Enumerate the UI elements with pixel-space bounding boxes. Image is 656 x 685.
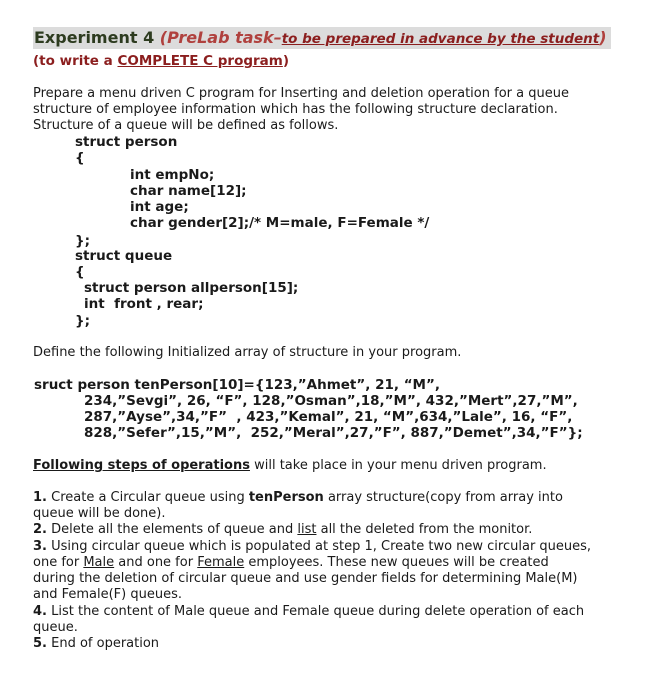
step-underlined-term: Male bbox=[83, 555, 115, 570]
array-line: 828,”Sefer”,15,”M”, 252,”Meral”,27,”F”, 887,”Demet”,34,”F”}; bbox=[84, 425, 583, 441]
title-advance-note: to be prepared in advance by the student bbox=[281, 31, 600, 47]
page-title bbox=[33, 27, 611, 49]
subtitle-link: COMPLETE C program bbox=[117, 53, 283, 69]
struct-queue-field: int front , rear; bbox=[84, 296, 204, 312]
following-steps-rest: will take place in your menu driven program. bbox=[249, 458, 547, 473]
struct-person-field: char gender[2];/* M=male, F=Female */ bbox=[130, 215, 430, 231]
step-number: 4. bbox=[33, 604, 47, 619]
step-text: Delete all the elements of queue and bbox=[46, 522, 298, 537]
struct-queue-open: { bbox=[75, 264, 85, 280]
intro-line: Prepare a menu driven C program for Inserting and deletion operation for a queue bbox=[33, 86, 569, 101]
step-text: Create a Circular queue using bbox=[46, 490, 249, 505]
step-text: Using circular queue which is populated at step 1, Create two new circular queues, bbox=[46, 539, 592, 554]
following-steps-heading bbox=[33, 458, 623, 474]
struct-person-field: int age; bbox=[130, 199, 189, 215]
step-text: one for bbox=[33, 555, 84, 570]
subtitle-prefix: (to write a bbox=[33, 53, 118, 69]
step-number: 3. bbox=[33, 539, 47, 554]
step-1 bbox=[33, 490, 623, 522]
array-line: sruct person tenPerson[10]={123,”Ahmet”, 21, “M”, bbox=[34, 377, 440, 393]
step-text: all the deleted from the monitor. bbox=[316, 522, 533, 537]
intro-line: structure of employee information which has the following structure declaration. bbox=[33, 102, 558, 117]
array-line: 287,”Ayse”,34,”F” , 423,”Kemal”, 21, “M”,634,”Lale”, 16, “F”, bbox=[84, 409, 573, 425]
subtitle bbox=[33, 52, 289, 70]
step-text: and Female(F) queues. bbox=[33, 587, 182, 602]
subtitle-suffix: ) bbox=[282, 53, 290, 69]
title-dash: – bbox=[273, 28, 282, 47]
step-text: and one for bbox=[114, 555, 198, 570]
step-number: 2. bbox=[33, 522, 47, 537]
struct-person-open: { bbox=[75, 150, 85, 166]
step-text: employees. These new queues will be created bbox=[244, 555, 549, 570]
step-text: queue will be done). bbox=[33, 506, 166, 521]
title-prelab: (PreLab task bbox=[159, 28, 274, 47]
title-close: ) bbox=[599, 28, 607, 47]
struct-person-header: struct person bbox=[75, 134, 178, 150]
step-text: End of operation bbox=[46, 636, 160, 651]
step-3 bbox=[33, 539, 623, 603]
struct-person-field: char name[12]; bbox=[130, 183, 247, 199]
step-2 bbox=[33, 522, 623, 538]
struct-person-field: int empNo; bbox=[130, 167, 215, 183]
struct-queue-close: }; bbox=[75, 313, 91, 329]
step-text: array structure(copy from array into bbox=[323, 490, 563, 505]
step-text: queue. bbox=[33, 620, 78, 635]
step-4 bbox=[33, 604, 623, 636]
struct-person-close: }; bbox=[75, 233, 91, 249]
define-text: Define the following Initialized array of structure in your program. bbox=[33, 345, 462, 360]
intro-line: Structure of a queue will be defined as follows. bbox=[33, 118, 339, 133]
step-text: List the content of Male queue and Female queue during delete operation of each bbox=[46, 604, 585, 619]
step-5 bbox=[33, 636, 623, 652]
step-underlined-term: Female bbox=[197, 555, 245, 570]
step-underlined-term: list bbox=[297, 522, 317, 537]
struct-queue-header: struct queue bbox=[75, 248, 173, 264]
struct-queue-field: struct person allperson[15]; bbox=[84, 280, 299, 296]
title-experiment: Experiment 4 bbox=[34, 28, 155, 47]
step-number: 5. bbox=[33, 636, 47, 651]
step-number: 1. bbox=[33, 490, 47, 505]
intro-paragraph bbox=[33, 86, 623, 134]
following-steps-underlined: Following steps of operations bbox=[33, 458, 250, 473]
array-line: 234,”Sevgi”, 26, “F”, 128,”Osman”,18,”M”, 432,”Mert”,27,”M”, bbox=[84, 393, 578, 409]
step-bold-term: tenPerson bbox=[248, 490, 324, 505]
step-text: during the deletion of circular queue and use gender fields for determining Male(M) bbox=[33, 571, 578, 586]
